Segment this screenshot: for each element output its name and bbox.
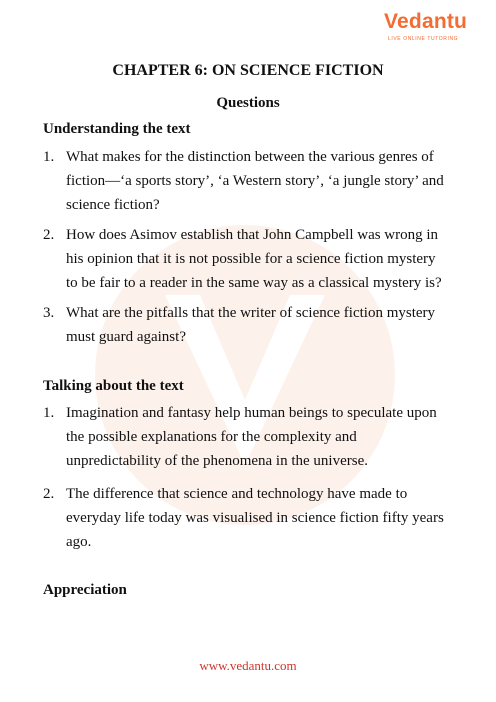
question-text <box>66 223 466 295</box>
question-line: How does Asimov establish that John Campbell was wrong in <box>66 227 439 243</box>
question-text <box>66 401 466 473</box>
section-heading: Understanding the text <box>43 121 191 137</box>
question-number: 2. <box>43 486 55 502</box>
question-text <box>66 145 466 217</box>
logo-wordmark: Vedantu <box>384 10 468 33</box>
question-line: What are the pitfalls that the writer of science fiction mystery <box>66 305 436 321</box>
section-heading: Talking about the text <box>43 378 184 394</box>
question-text <box>66 301 466 349</box>
question-line: everyday life today was visualised in science fiction fifty years <box>66 510 444 526</box>
question-line: to be fair to a reader in the same way as a classical mystery is? <box>66 275 442 291</box>
question-number: 2. <box>43 227 55 243</box>
question-line: Imagination and fantasy help human beings to speculate upon <box>66 405 437 421</box>
vedantu-logo <box>384 10 484 46</box>
question-line: ago. <box>66 534 92 550</box>
question-line: the possible explanations for the complexity and <box>66 429 357 445</box>
question-line: What makes for the distinction between the various genres of <box>66 149 434 165</box>
question-line: his opinion that it is not possible for a science fiction mystery <box>66 251 436 267</box>
page-subtitle: Questions <box>216 95 280 111</box>
logo-tagline: LIVE ONLINE TUTORING <box>388 36 459 42</box>
question-number: 3. <box>43 305 55 321</box>
question-number: 1. <box>43 149 55 165</box>
question-number: 1. <box>43 405 55 421</box>
footer-link[interactable]: www.vedantu.com <box>199 658 297 673</box>
page-title: CHAPTER 6: ON SCIENCE FICTION <box>112 62 384 79</box>
question-text <box>66 482 466 554</box>
question-line: fiction—‘a sports story’, ‘a Western story’, ‘a jungle story’ and <box>66 173 444 189</box>
question-line: must guard against? <box>66 329 186 345</box>
section-heading: Appreciation <box>43 582 127 598</box>
question-line: unpredictability of the phenomena in the universe. <box>66 453 368 469</box>
question-line: The difference that science and technology have made to <box>66 486 408 502</box>
question-line: science fiction? <box>66 197 160 213</box>
